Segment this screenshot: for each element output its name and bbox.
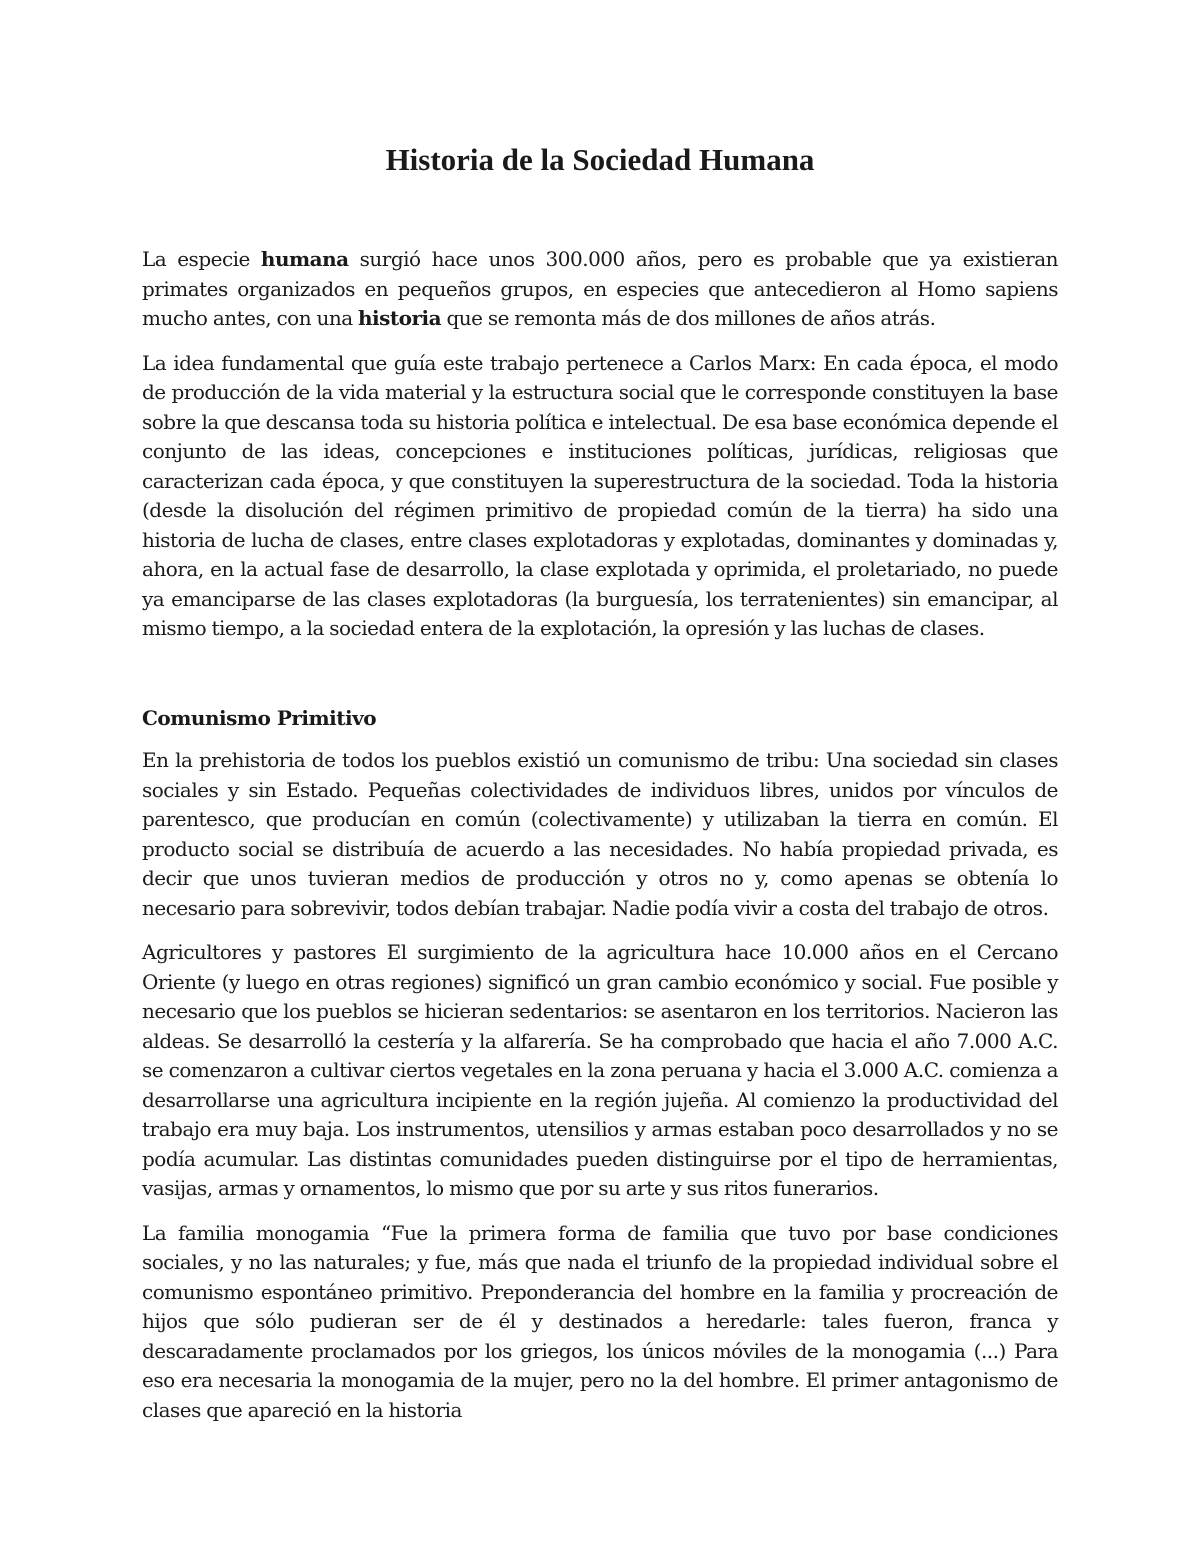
section1-paragraph-3: La familia monogamia “Fue la primera forma de familia que tuvo por base condiciones sociales, y no las naturales; y fue, más que nada el triunfo de la propiedad individual sobre el comunismo espontáneo primitivo. Preponderancia del hombre en la familia y procreación de hijos que sólo pudieran ser de él y destinados a heredarle: tales fueron, franca y descaradamente proclamados por los griegos, los únicos móviles de la monogamia (...) Para eso era necesaria la monogamia de la mujer, pero no la del hombre. El primer antagonismo de clases que apareció en la historia	[142, 1220, 1058, 1422]
intro-p1-text-2: surgió hace unos 300.000 años, pero es probable que ya existieran primates organizados en pequeños grupos, en especies que antecedieron al Homo sapiens mucho antes, con una	[142, 247, 1058, 330]
document-page	[142, 140, 1058, 1440]
section1-paragraph-1: En la prehistoria de todos los pueblos existió un comunismo de tribu: Una sociedad sin clases sociales y sin Estado. Pequeñas colectividades de individuos libres, unidos por vínculos de parentesco, que producían en común (colectivamente) y utilizaban la tierra en común. El producto social se distribuía de acuerdo a las necesidades. No había propiedad privada, es decir que unos tuvieran medios de producción y otros no y, como apenas se obtenía lo necesario para sobrevivir, todos debían trabajar. Nadie podía vivir a costa del trabajo de otros.	[142, 748, 1058, 920]
intro-p1-text-1: La especie	[142, 247, 261, 271]
section1-paragraph-2: Agricultores y pastores El surgimiento de la agricultura hace 10.000 años en el Cercano Oriente (y luego en otras regiones) significó un gran cambio económico y social. Fue posible y necesario que los pueblos se hicieran sedentarios: se asentaron en los territorios. Nacieron las aldeas. Se desarrolló la cestería y la alfarería. Se ha comprobado que hacia el año 7.000 A.C. se comenzaron a cultivar ciertos vegetales en la zona peruana y hacia el 3.000 A.C. comienza a desarrollarse una agricultura incipiente en la región jujeña. Al comienzo la productividad del trabajo era muy baja. Los instrumentos, utensilios y armas estaban poco desarrollados y no se podía acumular. Las distintas comunidades pueden distinguirse por el tipo de herramientas, vasijas, armas y ornamentos, lo mismo que por su arte y sus ritos funerarios.	[142, 940, 1058, 1200]
intro-paragraph-1	[142, 245, 1058, 334]
intro-p1-bold-humana: humana	[260, 247, 349, 271]
intro-p1-bold-historia: historia	[358, 306, 442, 330]
section-heading-comunismo-primitivo: Comunismo Primitivo	[142, 705, 377, 730]
document-title: Historia de la Sociedad Humana	[385, 142, 815, 177]
intro-p1-text-3: que se remonta más de dos millones de años atrás.	[441, 306, 936, 330]
intro-paragraph-2: La idea fundamental que guía este trabajo pertenece a Carlos Marx: En cada época, el modo de producción de la vida material y la estructura social que le corresponde constituyen la base sobre la que descansa toda su historia política e intelectual. De esa base económica depende el conjunto de las ideas, concepciones e instituciones políticas, jurídicas, religiosas que caracterizan cada época, y que constituyen la superestructura de la sociedad. Toda la historia (desde la disolución del régimen primitivo de propiedad común de la tierra) ha sido una historia de lucha de clases, entre clases explotadoras y explotadas, dominantes y dominadas y, ahora, en la actual fase de desarrollo, la clase explotada y oprimida, el proletariado, no puede ya emanciparse de las clases explotadoras (la burguesía, los terratenientes) sin emancipar, al mismo tiempo, a la sociedad entera de la explotación, la opresión y las luchas de clases.	[142, 350, 1058, 640]
